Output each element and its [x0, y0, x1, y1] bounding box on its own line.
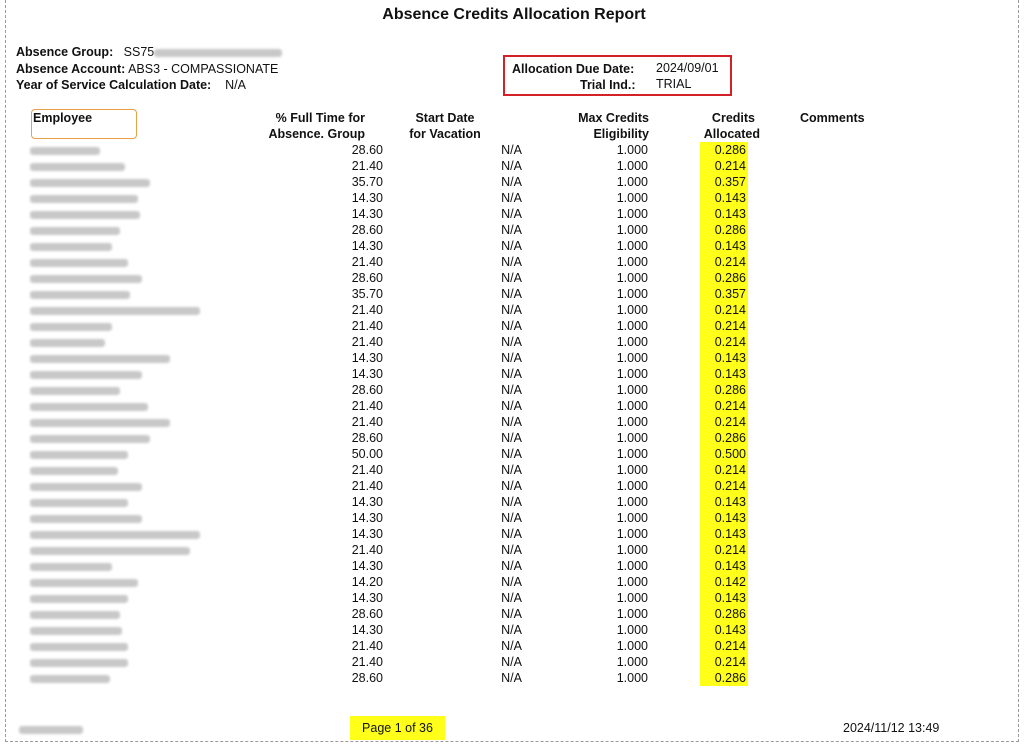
- pct-full-time-cell: 14.30: [351, 623, 383, 637]
- start-date-cell: N/A: [501, 495, 522, 509]
- credits-allocated-cell: [648, 206, 748, 222]
- credits-value-highlight: 0.143: [700, 494, 748, 510]
- col-comments: Comments: [800, 111, 865, 125]
- redacted-text: [30, 483, 142, 491]
- max-credits-cell: 1.000: [616, 527, 648, 541]
- credits-allocated-cell: [648, 238, 748, 254]
- employee-name-redacted: [30, 446, 260, 462]
- credits-value-highlight: 0.286: [700, 382, 748, 398]
- yos-value: N/A: [225, 78, 246, 92]
- credits-allocated-cell: [648, 654, 748, 670]
- table-row: [30, 622, 748, 638]
- start-date-cell: N/A: [501, 607, 522, 621]
- pct-full-time-cell: 14.30: [351, 527, 383, 541]
- redacted-text: [30, 499, 128, 507]
- table-row: [30, 526, 748, 542]
- employee-name-redacted: [30, 158, 260, 174]
- table-row: [30, 478, 748, 494]
- pct-full-time-cell: 14.30: [351, 511, 383, 525]
- table-row: [30, 606, 748, 622]
- start-date-cell: N/A: [501, 575, 522, 589]
- table-row: [30, 590, 748, 606]
- pct-full-time-cell: 28.60: [351, 431, 383, 445]
- max-credits-cell: 1.000: [616, 367, 648, 381]
- start-date-cell: N/A: [501, 399, 522, 413]
- table-row: [30, 190, 748, 206]
- employee-name-redacted: [30, 414, 260, 430]
- table-row: [30, 558, 748, 574]
- max-credits-cell: 1.000: [616, 543, 648, 557]
- redacted-text: [30, 547, 190, 555]
- start-date-cell: N/A: [501, 175, 522, 189]
- credits-allocated-cell: [648, 462, 748, 478]
- footer-redacted-label: [19, 721, 83, 739]
- credits-allocated-cell: [648, 446, 748, 462]
- absence-account-label: Absence Account:: [16, 62, 126, 76]
- table-row: [30, 430, 748, 446]
- credits-value-highlight: 0.214: [700, 318, 748, 334]
- pct-full-time-cell: 14.30: [351, 559, 383, 573]
- max-credits-cell: 1.000: [616, 175, 648, 189]
- pct-full-time-cell: 35.70: [351, 287, 383, 301]
- credits-value-highlight: 0.214: [700, 462, 748, 478]
- start-date-cell: N/A: [501, 511, 522, 525]
- credits-allocated-cell: [648, 414, 748, 430]
- credits-allocated-cell: [648, 622, 748, 638]
- employee-name-redacted: [30, 542, 260, 558]
- max-credits-cell: 1.000: [616, 463, 648, 477]
- redacted-text: [30, 403, 148, 411]
- start-date-cell: N/A: [501, 335, 522, 349]
- max-credits-cell: 1.000: [616, 143, 648, 157]
- table-row: [30, 542, 748, 558]
- employee-name-redacted: [30, 526, 260, 542]
- max-credits-cell: 1.000: [616, 255, 648, 269]
- table-row: [30, 334, 748, 350]
- start-date-cell: N/A: [501, 639, 522, 653]
- table-row: [30, 462, 748, 478]
- credits-value-highlight: 0.214: [700, 478, 748, 494]
- max-credits-cell: 1.000: [616, 287, 648, 301]
- credits-allocated-cell: [648, 158, 748, 174]
- yos-line: [16, 77, 246, 93]
- table-row: [30, 270, 748, 286]
- credits-value-highlight: 0.143: [700, 590, 748, 606]
- credits-allocated-cell: [648, 590, 748, 606]
- redacted-text: [30, 627, 122, 635]
- employee-name-redacted: [30, 654, 260, 670]
- credits-value-highlight: 0.214: [700, 398, 748, 414]
- start-date-cell: N/A: [501, 191, 522, 205]
- max-credits-cell: 1.000: [616, 399, 648, 413]
- start-date-cell: N/A: [501, 223, 522, 237]
- redacted-text: [30, 579, 138, 587]
- pct-full-time-cell: 21.40: [351, 335, 383, 349]
- employee-name-redacted: [30, 270, 260, 286]
- max-credits-cell: 1.000: [616, 159, 648, 173]
- table-row: [30, 494, 748, 510]
- table-row: [30, 238, 748, 254]
- redacted-text: [30, 371, 142, 379]
- col-employee: Employee: [33, 111, 93, 125]
- credits-allocated-cell: [648, 254, 748, 270]
- credits-allocated-cell: [648, 174, 748, 190]
- credits-allocated-cell: [648, 334, 748, 350]
- credits-value-highlight: 0.143: [700, 238, 748, 254]
- redacted-text: [30, 531, 200, 539]
- employee-name-redacted: [30, 238, 260, 254]
- employee-name-redacted: [30, 558, 260, 574]
- employee-name-redacted: [30, 142, 260, 158]
- due-date-value: 2024/09/01: [656, 61, 719, 75]
- report-timestamp: 2024/11/12 13:49: [843, 721, 940, 735]
- credits-allocated-cell: [648, 606, 748, 622]
- start-date-cell: N/A: [501, 319, 522, 333]
- employee-name-redacted: [30, 494, 260, 510]
- credits-value-highlight: 0.214: [700, 654, 748, 670]
- pct-full-time-cell: 21.40: [351, 319, 383, 333]
- redacted-text: [30, 595, 128, 603]
- start-date-cell: N/A: [501, 591, 522, 605]
- employee-name-redacted: [30, 222, 260, 238]
- col-max-credits: Max Credits Eligibility: [578, 111, 649, 141]
- max-credits-cell: 1.000: [616, 511, 648, 525]
- absence-account-line: [16, 61, 278, 77]
- employee-name-redacted: [30, 510, 260, 526]
- pct-full-time-cell: 21.40: [351, 543, 383, 557]
- employee-name-redacted: [30, 670, 260, 686]
- credits-allocated-cell: [648, 542, 748, 558]
- credits-value-highlight: 0.286: [700, 430, 748, 446]
- max-credits-cell: 1.000: [616, 223, 648, 237]
- max-credits-cell: 1.000: [616, 607, 648, 621]
- table-row: [30, 382, 748, 398]
- max-credits-cell: 1.000: [616, 655, 648, 669]
- redacted-text: [30, 307, 200, 315]
- credits-value-highlight: 0.143: [700, 366, 748, 382]
- employee-name-redacted: [30, 334, 260, 350]
- start-date-cell: N/A: [501, 351, 522, 365]
- max-credits-cell: 1.000: [616, 639, 648, 653]
- start-date-cell: N/A: [501, 383, 522, 397]
- max-credits-cell: 1.000: [616, 319, 648, 333]
- pct-full-time-cell: 28.60: [351, 223, 383, 237]
- table-row: [30, 222, 748, 238]
- max-credits-cell: 1.000: [616, 495, 648, 509]
- max-credits-cell: 1.000: [616, 207, 648, 221]
- table-row: [30, 174, 748, 190]
- credits-value-highlight: 0.357: [700, 174, 748, 190]
- start-date-cell: N/A: [501, 479, 522, 493]
- pct-full-time-cell: 21.40: [351, 463, 383, 477]
- col-start-date: Start Date for Vacation: [409, 111, 481, 141]
- max-credits-cell: 1.000: [616, 591, 648, 605]
- start-date-cell: N/A: [501, 447, 522, 461]
- employee-name-redacted: [30, 622, 260, 638]
- start-date-cell: N/A: [501, 303, 522, 317]
- credits-value-highlight: 0.143: [700, 558, 748, 574]
- pct-full-time-cell: 21.40: [351, 303, 383, 317]
- redacted-text: [30, 291, 130, 299]
- start-date-cell: N/A: [501, 527, 522, 541]
- employee-name-redacted: [30, 574, 260, 590]
- table-row: [30, 350, 748, 366]
- max-credits-cell: 1.000: [616, 335, 648, 349]
- table-row: [30, 254, 748, 270]
- max-credits-cell: 1.000: [616, 559, 648, 573]
- credits-value-highlight: 0.143: [700, 190, 748, 206]
- max-credits-cell: 1.000: [616, 351, 648, 365]
- yos-label: Year of Service Calculation Date:: [16, 78, 212, 92]
- employee-name-redacted: [30, 302, 260, 318]
- start-date-cell: N/A: [501, 655, 522, 669]
- credits-allocated-cell: [648, 526, 748, 542]
- max-credits-cell: 1.000: [616, 303, 648, 317]
- start-date-cell: N/A: [501, 287, 522, 301]
- start-date-cell: N/A: [501, 159, 522, 173]
- table-row: [30, 398, 748, 414]
- credits-value-highlight: 0.142: [700, 574, 748, 590]
- credits-value-highlight: 0.286: [700, 270, 748, 286]
- max-credits-cell: 1.000: [616, 575, 648, 589]
- employee-name-redacted: [30, 318, 260, 334]
- employee-name-redacted: [30, 638, 260, 654]
- credits-allocated-cell: [648, 270, 748, 286]
- page-indicator: Page 1 of 36: [350, 716, 445, 740]
- absence-account-value: ABS3 - COMPASSIONATE: [128, 62, 279, 76]
- pct-full-time-cell: 21.40: [351, 415, 383, 429]
- start-date-cell: N/A: [501, 207, 522, 221]
- employee-name-redacted: [30, 382, 260, 398]
- table-row: [30, 142, 748, 158]
- credits-allocated-cell: [648, 350, 748, 366]
- start-date-cell: N/A: [501, 367, 522, 381]
- redacted-text: [30, 435, 150, 443]
- credits-allocated-cell: [648, 286, 748, 302]
- pct-full-time-cell: 28.60: [351, 143, 383, 157]
- pct-full-time-cell: 21.40: [351, 655, 383, 669]
- credits-allocated-cell: [648, 574, 748, 590]
- max-credits-cell: 1.000: [616, 671, 648, 685]
- credits-allocated-cell: [648, 638, 748, 654]
- redacted-text: [30, 211, 140, 219]
- start-date-cell: N/A: [501, 623, 522, 637]
- employee-name-redacted: [30, 462, 260, 478]
- pct-full-time-cell: 14.30: [351, 495, 383, 509]
- table-row: [30, 574, 748, 590]
- credits-value-highlight: 0.214: [700, 542, 748, 558]
- start-date-cell: N/A: [501, 415, 522, 429]
- credits-value-highlight: 0.500: [700, 446, 748, 462]
- employee-name-redacted: [30, 366, 260, 382]
- pct-full-time-cell: 14.30: [351, 367, 383, 381]
- start-date-cell: N/A: [501, 559, 522, 573]
- start-date-cell: N/A: [501, 671, 522, 685]
- credits-allocated-cell: [648, 670, 748, 686]
- employee-name-redacted: [30, 590, 260, 606]
- employee-name-redacted: [30, 174, 260, 190]
- employee-name-redacted: [30, 254, 260, 270]
- credits-allocated-cell: [648, 222, 748, 238]
- credits-allocated-cell: [648, 142, 748, 158]
- pct-full-time-cell: 14.30: [351, 351, 383, 365]
- start-date-cell: N/A: [501, 255, 522, 269]
- pct-full-time-cell: 21.40: [351, 639, 383, 653]
- employee-name-redacted: [30, 478, 260, 494]
- table-row: [30, 286, 748, 302]
- col-credits-allocated: Credits Allocated: [703, 111, 760, 141]
- pct-full-time-cell: 28.60: [351, 271, 383, 285]
- redacted-text: [30, 275, 142, 283]
- credits-allocated-cell: [648, 190, 748, 206]
- redacted-text: [30, 643, 128, 651]
- max-credits-cell: 1.000: [616, 447, 648, 461]
- credits-value-highlight: 0.214: [700, 414, 748, 430]
- redacted-text: [30, 339, 105, 347]
- credits-allocated-cell: [648, 430, 748, 446]
- absence-group-line: [16, 44, 282, 60]
- credits-value-highlight: 0.143: [700, 350, 748, 366]
- table-row: [30, 414, 748, 430]
- pct-full-time-cell: 21.40: [351, 479, 383, 493]
- pct-full-time-cell: 35.70: [351, 175, 383, 189]
- employee-name-redacted: [30, 606, 260, 622]
- credits-value-highlight: 0.214: [700, 158, 748, 174]
- redacted-text: [30, 195, 138, 203]
- employee-name-redacted: [30, 398, 260, 414]
- credits-value-highlight: 0.214: [700, 302, 748, 318]
- pct-full-time-cell: 28.60: [351, 607, 383, 621]
- redacted-text: [30, 675, 110, 683]
- redacted-text: [30, 419, 170, 427]
- max-credits-cell: 1.000: [616, 431, 648, 445]
- table-row: [30, 366, 748, 382]
- max-credits-cell: 1.000: [616, 383, 648, 397]
- credits-allocated-cell: [648, 510, 748, 526]
- table-row: [30, 206, 748, 222]
- table-row: [30, 158, 748, 174]
- table-row: [30, 446, 748, 462]
- credits-allocated-cell: [648, 302, 748, 318]
- redacted-text: [30, 147, 100, 155]
- col-pct-full-time: % Full Time for Absence. Group: [268, 111, 365, 141]
- start-date-cell: N/A: [501, 143, 522, 157]
- start-date-cell: N/A: [501, 543, 522, 557]
- credits-allocated-cell: [648, 318, 748, 334]
- pct-full-time-cell: 14.30: [351, 239, 383, 253]
- redacted-text: [154, 49, 282, 57]
- credits-value-highlight: 0.143: [700, 206, 748, 222]
- table-row: [30, 654, 748, 670]
- max-credits-cell: 1.000: [616, 271, 648, 285]
- table-row: [30, 318, 748, 334]
- start-date-cell: N/A: [501, 271, 522, 285]
- allocation-table: [30, 142, 748, 686]
- credits-value-highlight: 0.286: [700, 606, 748, 622]
- credits-value-highlight: 0.214: [700, 638, 748, 654]
- redacted-text: [19, 726, 83, 734]
- credits-allocated-cell: [648, 366, 748, 382]
- max-credits-cell: 1.000: [616, 239, 648, 253]
- trial-value: TRIAL: [656, 77, 692, 91]
- max-credits-cell: 1.000: [616, 479, 648, 493]
- max-credits-cell: 1.000: [616, 191, 648, 205]
- pct-full-time-cell: 21.40: [351, 159, 383, 173]
- employee-name-redacted: [30, 350, 260, 366]
- redacted-text: [30, 355, 170, 363]
- due-date-label: Allocation Due Date:: [512, 62, 635, 76]
- pct-full-time-cell: 21.40: [351, 255, 383, 269]
- credits-value-highlight: 0.143: [700, 526, 748, 542]
- credits-allocated-cell: [648, 478, 748, 494]
- pct-full-time-cell: 14.20: [351, 575, 383, 589]
- redacted-text: [30, 659, 128, 667]
- pct-full-time-cell: 14.30: [351, 191, 383, 205]
- trial-label: Trial Ind.:: [580, 78, 636, 92]
- redacted-text: [30, 467, 118, 475]
- redacted-text: [30, 179, 150, 187]
- redacted-text: [30, 451, 128, 459]
- max-credits-cell: 1.000: [616, 415, 648, 429]
- start-date-cell: N/A: [501, 463, 522, 477]
- table-row: [30, 638, 748, 654]
- redacted-text: [30, 563, 112, 571]
- credits-value-highlight: 0.286: [700, 142, 748, 158]
- redacted-text: [30, 163, 125, 171]
- redacted-text: [30, 387, 120, 395]
- redacted-text: [30, 515, 142, 523]
- credits-allocated-cell: [648, 382, 748, 398]
- employee-name-redacted: [30, 206, 260, 222]
- start-date-cell: N/A: [501, 239, 522, 253]
- credits-allocated-cell: [648, 558, 748, 574]
- redacted-text: [30, 227, 120, 235]
- credits-value-highlight: 0.357: [700, 286, 748, 302]
- start-date-cell: N/A: [501, 431, 522, 445]
- credits-value-highlight: 0.214: [700, 334, 748, 350]
- pct-full-time-cell: 28.60: [351, 671, 383, 685]
- max-credits-cell: 1.000: [616, 623, 648, 637]
- pct-full-time-cell: 50.00: [351, 447, 383, 461]
- report-title: Absence Credits Allocation Report: [382, 6, 646, 23]
- pct-full-time-cell: 28.60: [351, 383, 383, 397]
- credits-value-highlight: 0.143: [700, 510, 748, 526]
- absence-group-value: SS75: [123, 45, 155, 59]
- table-row: [30, 670, 748, 686]
- absence-group-label: Absence Group:: [16, 45, 114, 59]
- pct-full-time-cell: 14.30: [351, 591, 383, 605]
- pct-full-time-cell: 14.30: [351, 207, 383, 221]
- credits-value-highlight: 0.286: [700, 670, 748, 686]
- employee-name-redacted: [30, 190, 260, 206]
- redacted-text: [30, 611, 120, 619]
- redacted-text: [30, 243, 112, 251]
- table-row: [30, 302, 748, 318]
- employee-name-redacted: [30, 286, 260, 302]
- credits-value-highlight: 0.214: [700, 254, 748, 270]
- redacted-text: [30, 323, 112, 331]
- credits-value-highlight: 0.286: [700, 222, 748, 238]
- pct-full-time-cell: 21.40: [351, 399, 383, 413]
- credits-allocated-cell: [648, 494, 748, 510]
- credits-allocated-cell: [648, 398, 748, 414]
- employee-name-redacted: [30, 430, 260, 446]
- credits-value-highlight: 0.143: [700, 622, 748, 638]
- redacted-text: [30, 259, 128, 267]
- table-row: [30, 510, 748, 526]
